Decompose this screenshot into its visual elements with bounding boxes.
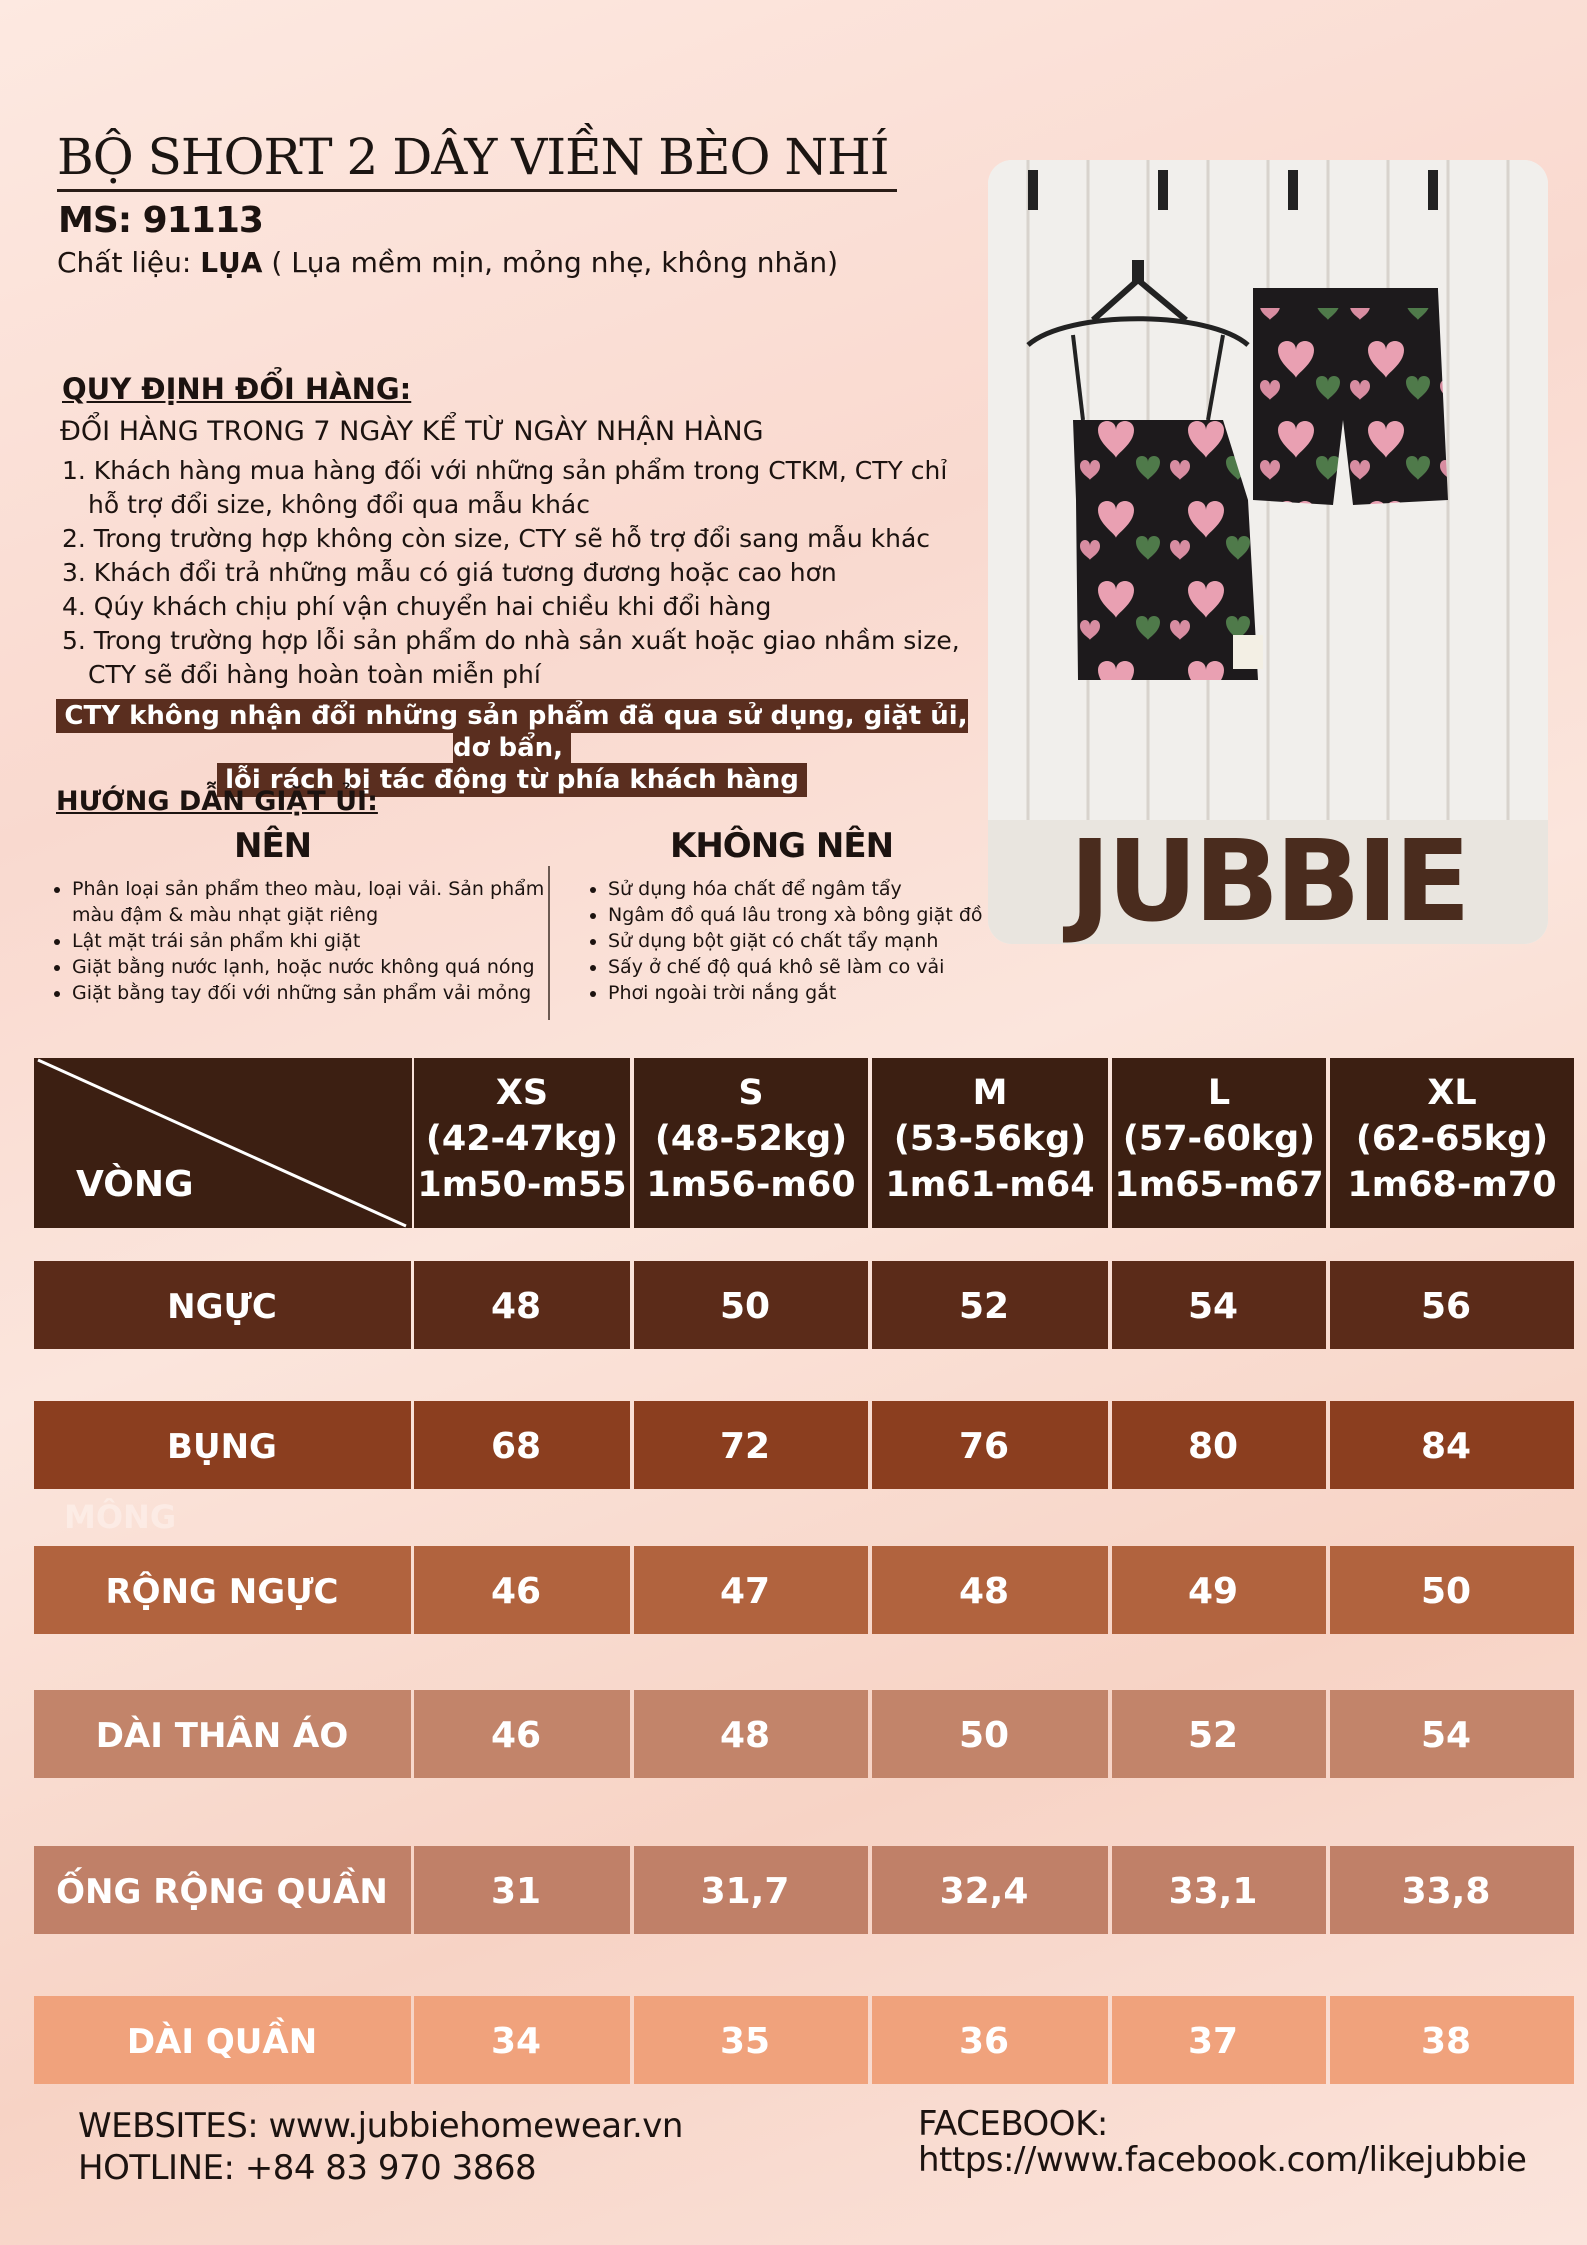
row-label: ỐNG RỘNG QUẦN xyxy=(56,1872,388,1912)
footer-hotline[interactable]: HOTLINE: +84 83 970 3868 xyxy=(78,2148,537,2188)
product-photo-illustration xyxy=(988,160,1548,944)
care-dont-item: • Sử dụng bột giặt có chất tẩy mạnh xyxy=(608,928,1028,954)
measurement-value: 48 xyxy=(490,1286,542,1327)
policy-note-line2: lỗi rách bị tác động từ phía khách hàng xyxy=(217,763,807,797)
size-label: M xyxy=(972,1073,1008,1113)
measurement-value: 50 xyxy=(1420,1571,1472,1612)
measurement-value: 80 xyxy=(1187,1426,1239,1467)
measurement-value: 31 xyxy=(490,1871,542,1912)
material-label: Chất liệu: xyxy=(57,246,192,279)
size-table xyxy=(34,1056,1574,2091)
policy-subtitle: ĐỔI HÀNG TRONG 7 NGÀY KỂ TỪ NGÀY NHẬN HÀNG xyxy=(60,416,764,447)
care-dont-list xyxy=(588,876,1028,1006)
measurement-value: 52 xyxy=(1187,1715,1239,1756)
policy-item: 4. Qúy khách chịu phí vận chuyển hai chiều khi đổi hàng xyxy=(62,592,772,621)
material-line xyxy=(57,246,838,279)
faded-label: MÔNG xyxy=(64,1498,177,1536)
measurement-value: 34 xyxy=(490,2021,542,2062)
care-do-title: NÊN xyxy=(234,826,312,866)
measurement-value: 52 xyxy=(958,1286,1010,1327)
care-do-list xyxy=(52,876,552,1006)
measurement-value: 84 xyxy=(1420,1426,1472,1467)
policy-note xyxy=(52,700,972,796)
policy-title: QUY ĐỊNH ĐỔI HÀNG: xyxy=(62,372,412,406)
size-weight: (42-47kg) xyxy=(425,1119,619,1159)
row-label: BỤNG xyxy=(167,1427,277,1467)
measurement-value: 46 xyxy=(490,1715,542,1756)
size-label: XS xyxy=(495,1073,549,1113)
care-do-item: • Lật mặt trái sản phẩm khi giặt xyxy=(72,928,552,954)
size-height: 1m68-m70 xyxy=(1347,1165,1557,1205)
footer-website[interactable]: WEBSITES: www.jubbiehomewear.vn xyxy=(78,2106,683,2146)
material-desc: ( Lụa mềm mịn, mỏng nhẹ, không nhăn) xyxy=(271,246,839,279)
row-label: RỘNG NGỰC xyxy=(105,1572,339,1612)
measurement-value: 46 xyxy=(490,1571,542,1612)
row-label: NGỰC xyxy=(167,1287,277,1327)
care-dont-item: • Phơi ngoài trời nắng gắt xyxy=(608,980,1028,1006)
measurement-value: 38 xyxy=(1420,2021,1472,2062)
care-dont-item: • Ngâm đồ quá lâu trong xà bông giặt đồ xyxy=(608,902,1028,928)
size-height: 1m65-m67 xyxy=(1114,1165,1324,1205)
corner-label: VÒNG xyxy=(76,1164,194,1205)
measurement-value: 37 xyxy=(1187,2021,1239,2062)
title-underline xyxy=(57,189,897,192)
measurement-value: 49 xyxy=(1187,1571,1239,1612)
size-height: 1m61-m64 xyxy=(885,1165,1095,1205)
care-divider xyxy=(548,866,550,1020)
measurement-value: 36 xyxy=(958,2021,1010,2062)
size-height: 1m50-m55 xyxy=(417,1165,627,1205)
care-dont-title: KHÔNG NÊN xyxy=(670,826,894,866)
measurement-value: 35 xyxy=(719,2021,771,2062)
policy-item: 2. Trong trường hợp không còn size, CTY sẽ hỗ trợ đổi sang mẫu khác xyxy=(62,524,931,553)
measurement-value: 33,1 xyxy=(1168,1871,1258,1912)
care-dont-item: • Sấy ở chế độ quá khô sẽ làm co vải xyxy=(608,954,1028,980)
size-weight: (57-60kg) xyxy=(1122,1119,1316,1159)
measurement-value: 50 xyxy=(719,1286,771,1327)
measurement-value: 68 xyxy=(490,1426,542,1467)
measurement-value: 54 xyxy=(1187,1286,1239,1327)
size-weight: (53-56kg) xyxy=(893,1119,1087,1159)
measurement-value: 32,4 xyxy=(939,1871,1029,1912)
product-title: BỘ SHORT 2 DÂY VIỀN BÈO NHÍ xyxy=(57,128,889,186)
size-label: S xyxy=(738,1073,764,1113)
row-label: DÀI THÂN ÁO xyxy=(95,1716,349,1756)
measurement-value: 56 xyxy=(1420,1286,1472,1327)
size-label: XL xyxy=(1427,1073,1477,1113)
size-weight: (48-52kg) xyxy=(654,1119,848,1159)
policy-item: 5. Trong trường hợp lỗi sản phẩm do nhà sản xuất hoặc giao nhầm size, CTY sẽ đổi hàng hoàn toàn miễn phí xyxy=(62,626,960,689)
care-do-item: • Giặt bằng nước lạnh, hoặc nước không quá nóng xyxy=(72,954,552,980)
policy-item: 1. Khách hàng mua hàng đối với những sản phẩm trong CTKM, CTY chỉ hỗ trợ đổi size, không đổi qua mẫu khác xyxy=(62,456,948,519)
measurement-value: 54 xyxy=(1420,1715,1472,1756)
measurement-value: 48 xyxy=(958,1571,1010,1612)
care-title: HƯỚNG DẪN GIẶT ỦI: xyxy=(56,786,378,817)
product-photo xyxy=(988,160,1548,944)
measurement-value: 47 xyxy=(719,1571,771,1612)
size-weight: (62-65kg) xyxy=(1355,1119,1549,1159)
policy-list xyxy=(62,454,962,692)
care-dont-item: • Sử dụng hóa chất để ngâm tẩy xyxy=(608,876,1028,902)
footer-facebook-label: FACEBOOK: xyxy=(918,2104,1108,2144)
jubbie-letters: JUBBIE xyxy=(1069,817,1467,944)
policy-item: 3. Khách đổi trả những mẫu có giá tương đương hoặc cao hơn xyxy=(62,558,837,587)
measurement-value: 50 xyxy=(958,1715,1010,1756)
care-do-item: • Giặt bằng tay đối với những sản phẩm vải mỏng xyxy=(72,980,552,1006)
footer-facebook-url[interactable]: https://www.facebook.com/likejubbie xyxy=(918,2140,1527,2180)
measurement-value: 48 xyxy=(719,1715,771,1756)
row-label: DÀI QUẦN xyxy=(126,2022,318,2062)
measurement-value: 31,7 xyxy=(700,1871,790,1912)
policy-note-line1: CTY không nhận đổi những sản phẩm đã qua sử dụng, giặt ủi, dơ bẩn, xyxy=(56,699,967,765)
care-do-item: • Phân loại sản phẩm theo màu, loại vải. Sản phẩm màu đậm & màu nhạt giặt riêng xyxy=(72,876,552,928)
material-value: LỤA xyxy=(200,246,263,279)
size-label: L xyxy=(1207,1073,1231,1113)
size-height: 1m56-m60 xyxy=(646,1165,856,1205)
measurement-value: 33,8 xyxy=(1401,1871,1491,1912)
product-code: MS: 91113 xyxy=(58,200,263,241)
measurement-value: 72 xyxy=(719,1426,771,1467)
measurement-value: 76 xyxy=(958,1426,1010,1467)
